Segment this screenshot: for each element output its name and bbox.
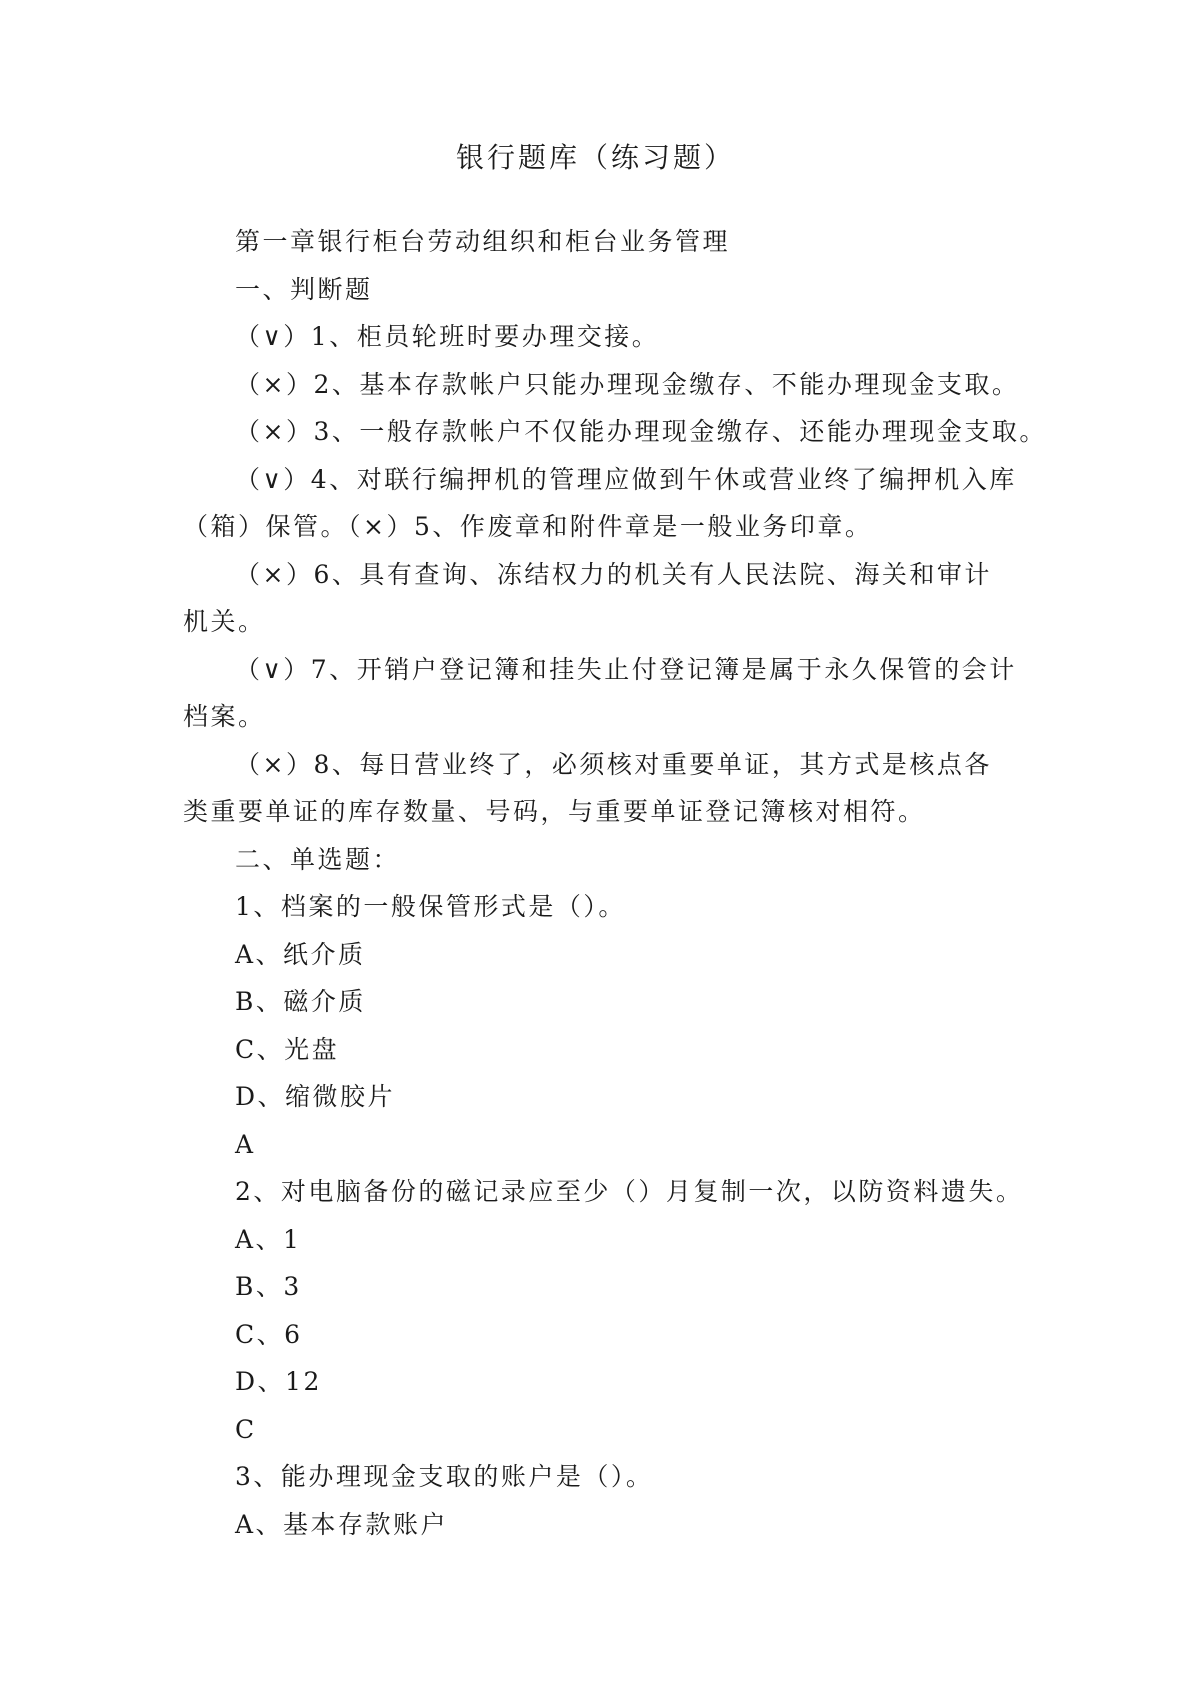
tf-item-1: （∨）1、柜员轮班时要办理交接。: [235, 322, 660, 351]
question-1-answer: A: [235, 1129, 256, 1159]
question-1-option-a: A、纸介质: [235, 939, 366, 969]
document-body: [183, 218, 1047, 1548]
question-2: 2、对电脑备份的磁记录应至少（）月复制一次，以防资料遗失。: [235, 1177, 1024, 1206]
question-2-option-a: A、1: [235, 1224, 302, 1254]
question-3-option-a: A、基本存款账户: [235, 1509, 449, 1539]
tf-item-7: （∨）7、开销户登记簿和挂失止付登记簿是属于永久保管的会计档案。: [183, 654, 1017, 731]
tf-item-4-5: （∨）4、对联行编押机的管理应做到午休或营业终了编押机入库（箱）保管。（×）5、作废章和附件章是一般业务印章。: [183, 464, 1017, 541]
document-title: 银行题库（练习题）: [455, 141, 735, 174]
section-heading-single-choice: 二、单选题：: [235, 844, 401, 874]
question-1-option-b: B、磁介质: [235, 987, 366, 1016]
chapter-heading: 第一章银行柜台劳动组织和柜台业务管理: [235, 227, 731, 256]
tf-item-2: （×）2、基本存款帐户只能办理现金缴存、不能办理现金支取。: [235, 369, 1020, 399]
tf-item-3: （×）3、一般存款帐户不仅能办理现金缴存、还能办理现金支取。: [235, 417, 1047, 446]
question-2-option-c: C、6: [235, 1319, 303, 1349]
question-2-option-b: B、3: [235, 1272, 302, 1301]
question-1-option-c: C、光盘: [235, 1034, 340, 1064]
question-2-answer: C: [235, 1414, 257, 1444]
section-heading-true-false: 一、判断题: [235, 274, 373, 304]
question-1: 1、档案的一般保管形式是（）。: [235, 892, 626, 921]
tf-item-6: （×）6、具有查询、冻结权力的机关有人民法院、海关和审计机关。: [183, 559, 992, 636]
question-2-option-d: D、12: [235, 1367, 322, 1396]
question-1-option-d: D、缩微胶片: [235, 1082, 396, 1111]
tf-item-8: （×）8、每日营业终了，必须核对重要单证，其方式是核点各类重要单证的库存数量、号码，与重要单证登记簿核对相符。: [183, 749, 992, 826]
question-3: 3、能办理现金支取的账户是（）。: [235, 1462, 654, 1491]
